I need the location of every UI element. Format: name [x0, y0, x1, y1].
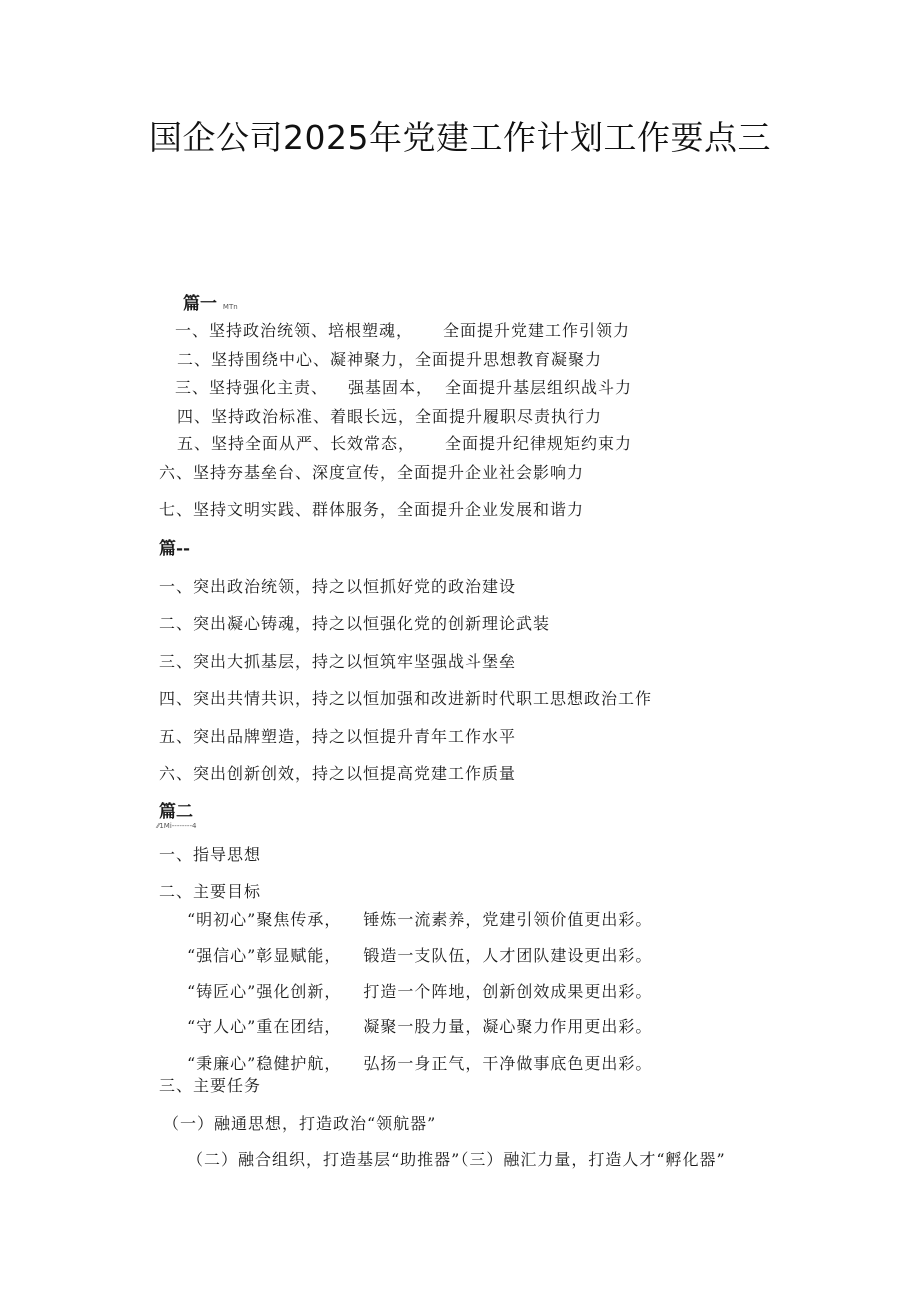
part1-item-5-a: 五、坚持全面从严、长效常态， — [177, 434, 416, 453]
goal-3 — [187, 982, 652, 1002]
part1-item-5-b: 全面提升纪律规矩约束力 — [445, 434, 633, 453]
goal-2-a: “强信心”彰显赋能， — [187, 946, 342, 965]
part1-heading — [183, 293, 238, 315]
part1-item-1-b: 全面提升党建工作引领力 — [443, 321, 631, 340]
part1-item-3-b: 全面提升基层组织战斗力 — [445, 378, 633, 397]
goal-1-b: 锤炼一流素养，党建引领价值更出彩。 — [363, 910, 653, 929]
part3-section-2: 二、主要目标 — [159, 882, 262, 901]
part2-item-5: 五、突出品牌塑造，持之以恒提升青年工作水平 — [159, 727, 517, 746]
goal-3-a: “铸匠心”强化创新， — [187, 982, 342, 1001]
part1-item-1 — [175, 321, 630, 341]
goal-3-b: 打造一个阵地，创新创效成果更出彩。 — [363, 982, 653, 1001]
part1-item-3-a: 三、坚持强化主责、 — [175, 378, 329, 397]
part1-item-7: 七、坚持文明实践、群体服务，全面提升企业发展和谐力 — [159, 500, 585, 519]
document-title: 国企公司2025年党建工作计划工作要点三 — [149, 118, 771, 157]
goal-1-a: “明初心”聚焦传承， — [187, 910, 342, 929]
goal-5 — [187, 1054, 652, 1074]
part2-item-2: 二、突出凝心铸魂，持之以恒强化党的创新理论武装 — [159, 614, 551, 633]
task-1: （一）融通思想，打造政治“领航器” — [163, 1114, 437, 1133]
part2-item-6: 六、突出创新创效，持之以恒提高党建工作质量 — [159, 764, 517, 783]
part2-item-3: 三、突出大抓基层，持之以恒筑牢坚强战斗堡垒 — [159, 652, 517, 671]
part3-section-1: 一、指导思想 — [159, 845, 262, 864]
part3-heading-small: ⁄⁄1Mi--------4 — [157, 822, 197, 830]
part1-item-5 — [177, 434, 632, 454]
goal-2 — [187, 946, 652, 966]
goal-4-b: 凝聚一股力量，凝心聚力作用更出彩。 — [363, 1017, 653, 1036]
part1-heading-small: MTn — [222, 303, 238, 311]
part1-item-1-a: 一、坚持政治统领、培根塑魂， — [175, 321, 414, 340]
part1-item-6: 六、坚持夯基垒台、深度宣传，全面提升企业社会影响力 — [159, 463, 585, 482]
task-2-3: （二）融合组织，打造基层“助推器”（三）融汇力量，打造人才“孵化器” — [187, 1150, 726, 1169]
part3-section-3: 三、主要任务 — [159, 1076, 262, 1095]
part1-item-3-m: 强基固本， — [348, 378, 434, 397]
part2-item-1: 一、突出政治统领，持之以恒抓好党的政治建设 — [159, 577, 517, 596]
goal-4 — [187, 1017, 652, 1037]
goal-5-b: 弘扬一身正气，干净做事底色更出彩。 — [363, 1054, 653, 1073]
part1-item-2: 二、坚持围绕中心、凝神聚力，全面提升思想教育凝聚力 — [177, 350, 603, 369]
part2-heading: 篇-- — [159, 539, 191, 559]
goal-5-a: “秉廉心”稳健护航， — [187, 1054, 342, 1073]
goal-4-a: “守人心”重在团结， — [187, 1017, 342, 1036]
part3-heading: 篇二 — [159, 802, 193, 822]
part1-item-3 — [175, 378, 632, 398]
part2-item-4: 四、突出共情共识，持之以恒加强和改进新时代职工思想政治工作 — [159, 689, 653, 708]
goal-2-b: 锻造一支队伍，人才团队建设更出彩。 — [363, 946, 653, 965]
part1-heading-text: 篇一 — [183, 294, 217, 314]
goal-1 — [187, 910, 652, 930]
part1-item-4: 四、坚持政治标准、着眼长远，全面提升履职尽责执行力 — [177, 407, 603, 426]
